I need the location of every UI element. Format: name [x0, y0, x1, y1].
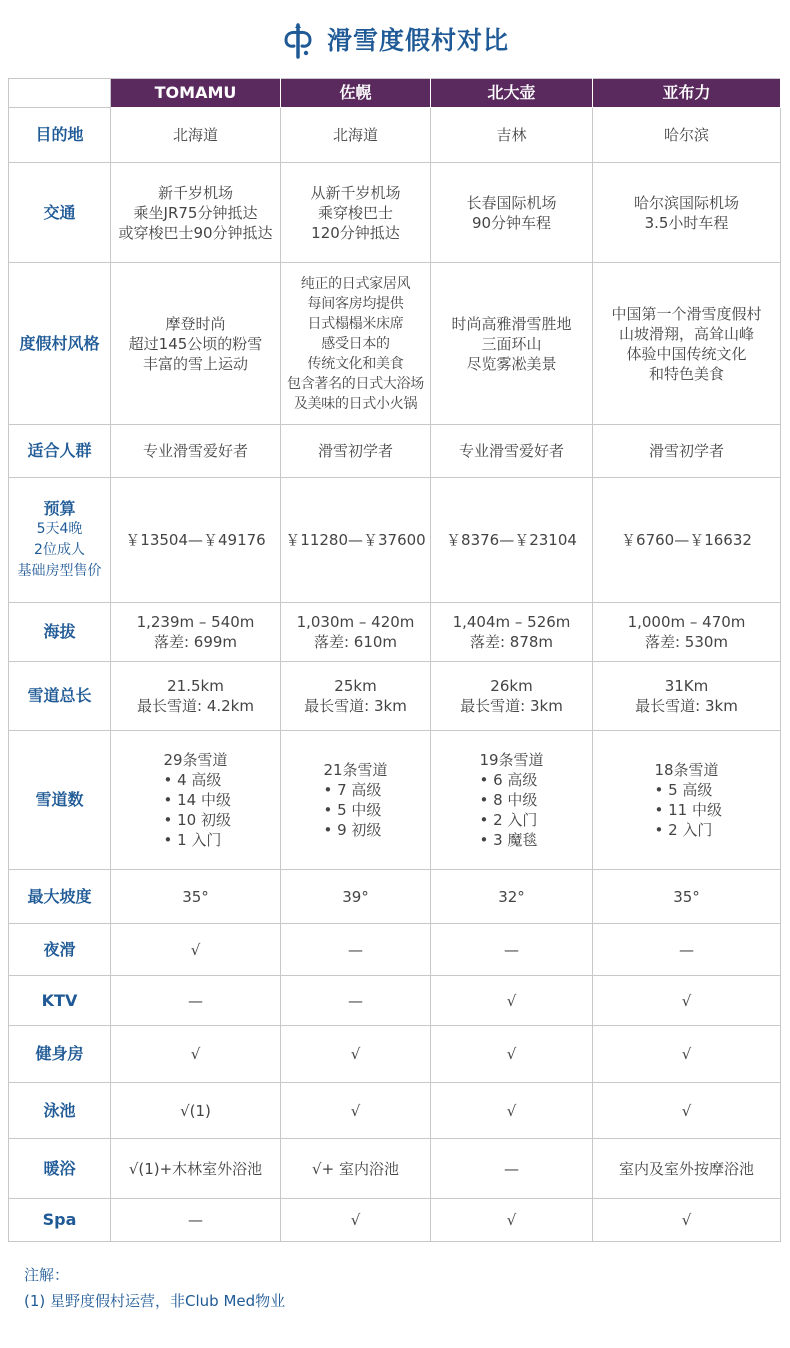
row-label: 夜滑: [9, 924, 111, 976]
list-item: • 8 中级: [479, 791, 538, 809]
cell-line: 时尚高雅滑雪胜地: [451, 314, 572, 333]
cell-line: 3.5小时车程: [644, 213, 729, 232]
list-item: • 11 中级: [654, 801, 722, 819]
cell: 35°: [111, 870, 281, 924]
table-row-audience: [9, 425, 781, 478]
comparison-table: [8, 78, 781, 1242]
cell-line: 落差: 530m: [644, 633, 729, 651]
row-label: [9, 478, 111, 603]
column-header: 佐幌: [281, 79, 431, 108]
cell: √: [281, 1026, 431, 1083]
table-row-budget: [9, 478, 781, 603]
cell: [111, 731, 281, 870]
cell: ￥13504—￥49176: [111, 478, 281, 603]
table-row-max-slope: [9, 870, 781, 924]
cell-line: 最长雪道: 3km: [304, 697, 407, 715]
cell: ￥11280—￥37600: [281, 478, 431, 603]
cell: —: [431, 1139, 593, 1199]
cell-line: 包含著名的日式大浴场: [287, 375, 424, 392]
cell-line: 1,239m – 540m: [136, 613, 255, 631]
column-header: 亚布力: [593, 79, 781, 108]
cell: [593, 662, 781, 731]
cell: √: [593, 1026, 781, 1083]
cell-line: 乘穿梭巴士: [317, 203, 393, 222]
cell: 39°: [281, 870, 431, 924]
cell-line: 或穿梭巴士90分钟抵达: [118, 223, 273, 242]
cell: [111, 603, 281, 662]
cell-line: 1,030m – 420m: [296, 613, 415, 631]
cell: √: [431, 1026, 593, 1083]
corner-cell: [9, 79, 111, 108]
row-label-sub: 5天4晚: [36, 520, 83, 537]
cell-line: 摩登时尚: [165, 314, 226, 333]
cell: 32°: [431, 870, 593, 924]
column-header: TOMAMU: [111, 79, 281, 108]
cell: [111, 662, 281, 731]
cell-line: 体验中国传统文化: [626, 344, 747, 363]
row-label: 海拔: [9, 603, 111, 662]
cell-line: 山坡滑翔，高耸山峰: [618, 324, 754, 343]
cell-line: 日式榻榻米床席: [307, 315, 404, 332]
row-label: 目的地: [9, 108, 111, 163]
row-label-sub: 2位成人: [34, 541, 85, 558]
cell: [593, 163, 781, 263]
cell-line: 哈尔滨国际机场: [633, 193, 739, 212]
cell-line: 中国第一个滑雪度假村: [611, 304, 762, 323]
cell: 35°: [593, 870, 781, 924]
cell-line: 感受日本的: [321, 335, 390, 352]
cell-line: 及美味的日式小火锅: [293, 395, 418, 412]
row-label: 雪道数: [9, 731, 111, 870]
cell: √: [431, 976, 593, 1026]
row-label: Spa: [9, 1199, 111, 1242]
cell: √+ 室内浴池: [281, 1139, 431, 1199]
list-item: • 9 初级: [323, 821, 382, 839]
cell: 北海道: [281, 108, 431, 163]
cell: ￥6760—￥16632: [593, 478, 781, 603]
cell-line: 每间客房均提供: [307, 295, 404, 312]
footnote-heading: 注解：: [24, 1266, 70, 1284]
table-row-ktv: [9, 976, 781, 1026]
cell: √: [593, 1199, 781, 1242]
header-row: [9, 79, 781, 108]
cell-line: 21.5km: [167, 677, 224, 695]
cell: 专业滑雪爱好者: [431, 425, 593, 478]
cell: √: [431, 1083, 593, 1139]
table-row-trail-count: [9, 731, 781, 870]
table-row-transport: [9, 163, 781, 263]
cell-line: 21条雪道: [323, 761, 388, 779]
cell-line: 超过145公顷的粉雪: [128, 334, 263, 353]
cell: [431, 263, 593, 425]
cell: √: [111, 924, 281, 976]
cell: √(1): [111, 1083, 281, 1139]
cell-line: 纯正的日式家居风: [300, 275, 411, 292]
cell: 室内及室外按摩浴池: [593, 1139, 781, 1199]
cell: ￥8376—￥23104: [431, 478, 593, 603]
cell-line: 19条雪道: [479, 751, 544, 769]
cell: —: [281, 924, 431, 976]
cell-line: 90分钟车程: [471, 213, 552, 232]
cell: √: [593, 976, 781, 1026]
cell-line: 从新千岁机场: [310, 183, 401, 202]
cell-line: 1,000m – 470m: [627, 613, 746, 631]
row-label-sub: 基础房型售价: [17, 562, 102, 579]
cell: [431, 662, 593, 731]
cell: √: [111, 1026, 281, 1083]
row-label: 健身房: [9, 1026, 111, 1083]
cell-line: 落差: 699m: [153, 633, 238, 651]
table-row-spa: [9, 1199, 781, 1242]
cell: √: [281, 1199, 431, 1242]
row-label: 适合人群: [9, 425, 111, 478]
cell-line: 三面环山: [481, 334, 542, 353]
list-item: • 6 高级: [479, 771, 538, 789]
cell: —: [111, 1199, 281, 1242]
cell-line: 尽览雾凇美景: [466, 354, 557, 373]
cell-line: 最长雪道: 4.2km: [137, 697, 254, 715]
title-bar: [0, 0, 790, 78]
footnotes: [24, 1262, 285, 1314]
row-label-main: 预算: [43, 498, 76, 518]
row-label: 最大坡度: [9, 870, 111, 924]
cell-line: 最长雪道: 3km: [635, 697, 738, 715]
list-item: • 1 入门: [163, 831, 222, 849]
cell: [431, 603, 593, 662]
cell-line: 25km: [334, 677, 377, 695]
cell-line: 落差: 878m: [469, 633, 554, 651]
row-label: 交通: [9, 163, 111, 263]
table-row-style: [9, 263, 781, 425]
list-item: • 14 中级: [163, 791, 231, 809]
cell-line: 26km: [490, 677, 533, 695]
table-row-gym: [9, 1026, 781, 1083]
cell: 专业滑雪爱好者: [111, 425, 281, 478]
cell-line: 落差: 610m: [313, 633, 398, 651]
cell-line: 传统文化和美食: [307, 355, 404, 372]
cell: —: [593, 924, 781, 976]
cell: 哈尔滨: [593, 108, 781, 163]
cell: 滑雪初学者: [281, 425, 431, 478]
cell: [593, 263, 781, 425]
list-item: • 10 初级: [163, 811, 231, 829]
list-item: • 5 中级: [323, 801, 382, 819]
footnote-item: (1) 星野度假村运营，非Club Med物业: [24, 1292, 286, 1310]
list-item: • 3 魔毯: [479, 831, 538, 849]
table-row-pool: [9, 1083, 781, 1139]
cell: [593, 731, 781, 870]
row-label: 暖浴: [9, 1139, 111, 1199]
cell: [111, 263, 281, 425]
cell-line: 31Km: [664, 677, 709, 695]
cell: [281, 603, 431, 662]
list-item: • 2 入门: [479, 811, 538, 829]
table-row-trail-length: [9, 662, 781, 731]
cell: √(1)+木林室外浴池: [111, 1139, 281, 1199]
cell: [281, 731, 431, 870]
cell: [281, 662, 431, 731]
cell: [281, 263, 431, 425]
cell: [431, 731, 593, 870]
cell: —: [281, 976, 431, 1026]
table-row-hot-bath: [9, 1139, 781, 1199]
cell: √: [431, 1199, 593, 1242]
list-item: • 2 入门: [654, 821, 713, 839]
cell: 滑雪初学者: [593, 425, 781, 478]
table-row-altitude: [9, 603, 781, 662]
cell-line: 29条雪道: [163, 751, 228, 769]
cell: —: [431, 924, 593, 976]
cell-line: 最长雪道: 3km: [460, 697, 563, 715]
row-label: 度假村风格: [9, 263, 111, 425]
cell: [281, 163, 431, 263]
row-label: KTV: [9, 976, 111, 1026]
table-row-destination: [9, 108, 781, 163]
page-title: 滑雪度假村对比: [326, 26, 509, 55]
club-med-trident-icon: [281, 19, 315, 59]
cell: [431, 163, 593, 263]
cell-line: 120分钟抵达: [311, 223, 400, 242]
column-header: 北大壶: [431, 79, 593, 108]
cell-line: 长春国际机场: [466, 193, 557, 212]
cell-line: 1,404m – 526m: [452, 613, 571, 631]
cell: 吉林: [431, 108, 593, 163]
cell-line: 18条雪道: [654, 761, 719, 779]
cell: [111, 163, 281, 263]
list-item: • 4 高级: [163, 771, 222, 789]
cell: 北海道: [111, 108, 281, 163]
cell: [593, 603, 781, 662]
cell-line: 新千岁机场: [157, 183, 233, 202]
cell-line: 和特色美食: [648, 364, 724, 383]
list-item: • 5 高级: [654, 781, 713, 799]
cell: √: [593, 1083, 781, 1139]
table-row-night-ski: [9, 924, 781, 976]
row-label: 泳池: [9, 1083, 111, 1139]
row-label: 雪道总长: [9, 662, 111, 731]
cell: √: [281, 1083, 431, 1139]
cell-line: 丰富的雪上运动: [142, 354, 248, 373]
list-item: • 7 高级: [323, 781, 382, 799]
cell: —: [111, 976, 281, 1026]
cell-line: 乘坐JR75分钟抵达: [133, 203, 258, 222]
